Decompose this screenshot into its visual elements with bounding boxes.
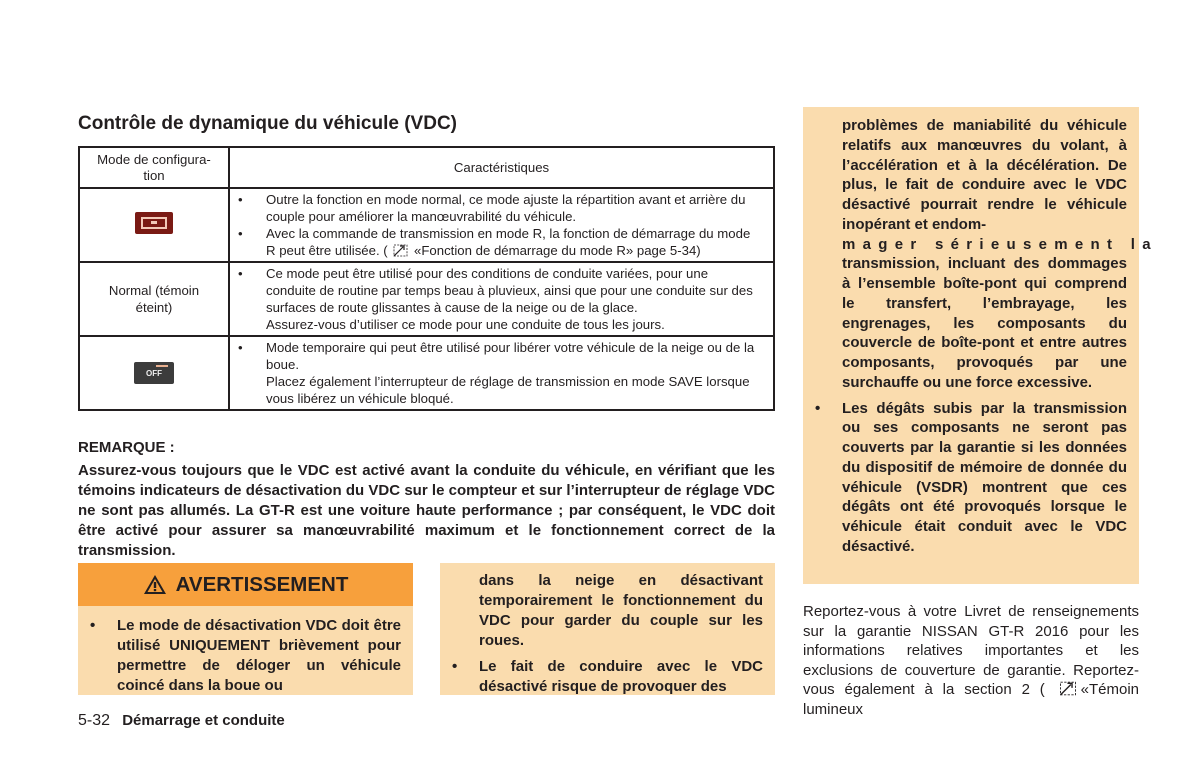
text-line: R peut être utilisée. ( [266, 243, 388, 258]
warning-bullet-text: Le fait de conduire avec le VDC désactivé risque de provoquer des [479, 658, 763, 695]
bullet: • [90, 617, 96, 634]
note-text: Assurez-vous toujours que le VDC est activé avant la conduite du véhicule, en vérifiant que les témoins indicateurs de désactivation du VDC sur le compteur et sur l’interrupteur de réglage VDC ne sont pas allumés. La GT-R est une voiture haute performance ; par conséquent, le VDC doit être activé pour assurer sa manœuvrabilité maximum et le fonctionnement correct de la transmission. [78, 462, 775, 559]
vdc-mode-switch-icon [135, 212, 173, 234]
list-item [90, 616, 401, 695]
text-line: conduite de routine par temps beau à pluvieux, ainsi que pour une conduite sur des [266, 283, 753, 298]
warning-title: AVERTISSEMENT [175, 572, 349, 596]
note-title: REMARQUE : [78, 439, 175, 456]
bullet: • [815, 399, 821, 417]
warning-continuation-text: dans la neige en désactivant temporairement le fonctionnement du VDC pour garder du couple sur les roues. [479, 572, 763, 649]
text-line: couple pour améliorer la manœuvrabilité du véhicule. [266, 209, 577, 224]
text-line: surfaces de route glissantes à cause de la neige ou de la glace. [266, 300, 638, 315]
warning-body [78, 606, 413, 695]
text-line: vous libérez un véhicule bloqué. [266, 391, 454, 406]
list-item [238, 191, 769, 225]
warning-box-continued [803, 107, 1158, 584]
bullet: • [238, 226, 243, 241]
paragraph-text: Reportez-vous à votre Livret de renseignements sur la garantie NISSAN GT-R 2016 pour les informations relatives importantes et les exclusions de couverture de garantie. Reportez-vous également à la section 2 ( [803, 603, 1139, 699]
header-mode [79, 147, 229, 188]
reference-icon [393, 244, 408, 257]
bullet: • [238, 192, 243, 207]
warning-bullet-text: Les dégâts subis par la transmission ou ses composants ne seront pas couverts par la garantie si les données du dispositif de mémoire de donnée du véhicule (VSDR) montrent que ces dégâts ont été provoqués lorsque le véhicule était conduit avec le VDC désactivé. [842, 399, 1127, 555]
list-item [238, 339, 769, 373]
list-item [815, 399, 1127, 557]
text-line: boue. [266, 357, 300, 372]
text-line: Mode temporaire qui peut être utilisé pour libérer votre véhicule de la neige ou de la [266, 340, 755, 355]
list-item [238, 265, 769, 316]
header-mode-line: tion [143, 167, 165, 183]
mode-label-line: Normal (témoin [108, 283, 200, 298]
text-line: Avec la commande de transmission en mode R, la fonction de démarrage du mode [266, 226, 751, 241]
mode-cell [79, 336, 229, 410]
list-item [238, 225, 769, 259]
bullet: • [452, 658, 458, 675]
warning-continuation-text: mager sérieusement la [842, 235, 1158, 253]
warning-bullet-text: Le mode de désactivation VDC doit être utilisé UNIQUEMENT brièvement pour permettre de déloger un véhicule coincé dans la boue ou [117, 617, 401, 694]
warning-triangle-icon [143, 574, 167, 595]
warning-header [78, 563, 413, 606]
warning-continuation-text: problèmes de maniabilité du véhicule relatifs aux manœuvres du volant, à l’accélération et à la décélération. De plus, le fait de conduire avec le VDC désactivé pourrait rendre le véhicule inopérant et endom- [842, 117, 1127, 233]
header-features: Caractéristiques [229, 147, 774, 188]
warning-box [78, 563, 413, 695]
vdc-mode-table [78, 146, 775, 411]
mode-cell [79, 188, 229, 262]
table-row [79, 188, 774, 262]
features-cell [229, 336, 774, 410]
text-line: Ce mode peut être utilisé pour des conditions de conduite variées, pour une [266, 266, 709, 281]
table-header-row [79, 147, 774, 188]
warning-continuation-text: transmission, incluant des dommages à l’ensemble boîte-pont qui comprend le transfert, l’embrayage, les engrenages, les composants du couvercle de boîte-pont et entre autres composants, provoqués par une surchauffe ou une force excessive. [842, 255, 1127, 391]
page-footer [78, 712, 285, 730]
text-line: Placez également l’interrupteur de réglage de transmission en mode SAVE lorsque [266, 374, 750, 389]
warning-box-continued [440, 563, 775, 695]
text-line: Outre la fonction en mode normal, ce mode ajuste la répartition avant et arrière du [266, 192, 746, 207]
page-number: 5-32 [78, 712, 111, 729]
features-cell [229, 188, 774, 262]
reference-text: «Fonction de démarrage du mode R» page 5-34) [414, 243, 701, 258]
vdc-off-switch-icon: OFF [134, 362, 174, 384]
warranty-paragraph [803, 602, 1139, 720]
mode-label-line: éteint) [135, 300, 173, 315]
list-item [452, 657, 763, 695]
section-title: Contrôle de dynamique du véhicule (VDC) [78, 113, 457, 134]
features-cell [229, 262, 774, 336]
header-mode-line: Mode de configura- [97, 151, 211, 167]
reference-icon [1057, 681, 1079, 696]
bullet: • [238, 266, 243, 281]
table-row [79, 262, 774, 336]
table-row [79, 336, 774, 410]
section-label: Démarrage et conduite [122, 712, 285, 729]
mode-cell [79, 262, 229, 336]
bullet: • [238, 340, 243, 355]
text-line: Assurez-vous d’utiliser ce mode pour une conduite de tous les jours. [266, 317, 665, 332]
reference-text: «Témoin lumineux [803, 681, 1140, 718]
